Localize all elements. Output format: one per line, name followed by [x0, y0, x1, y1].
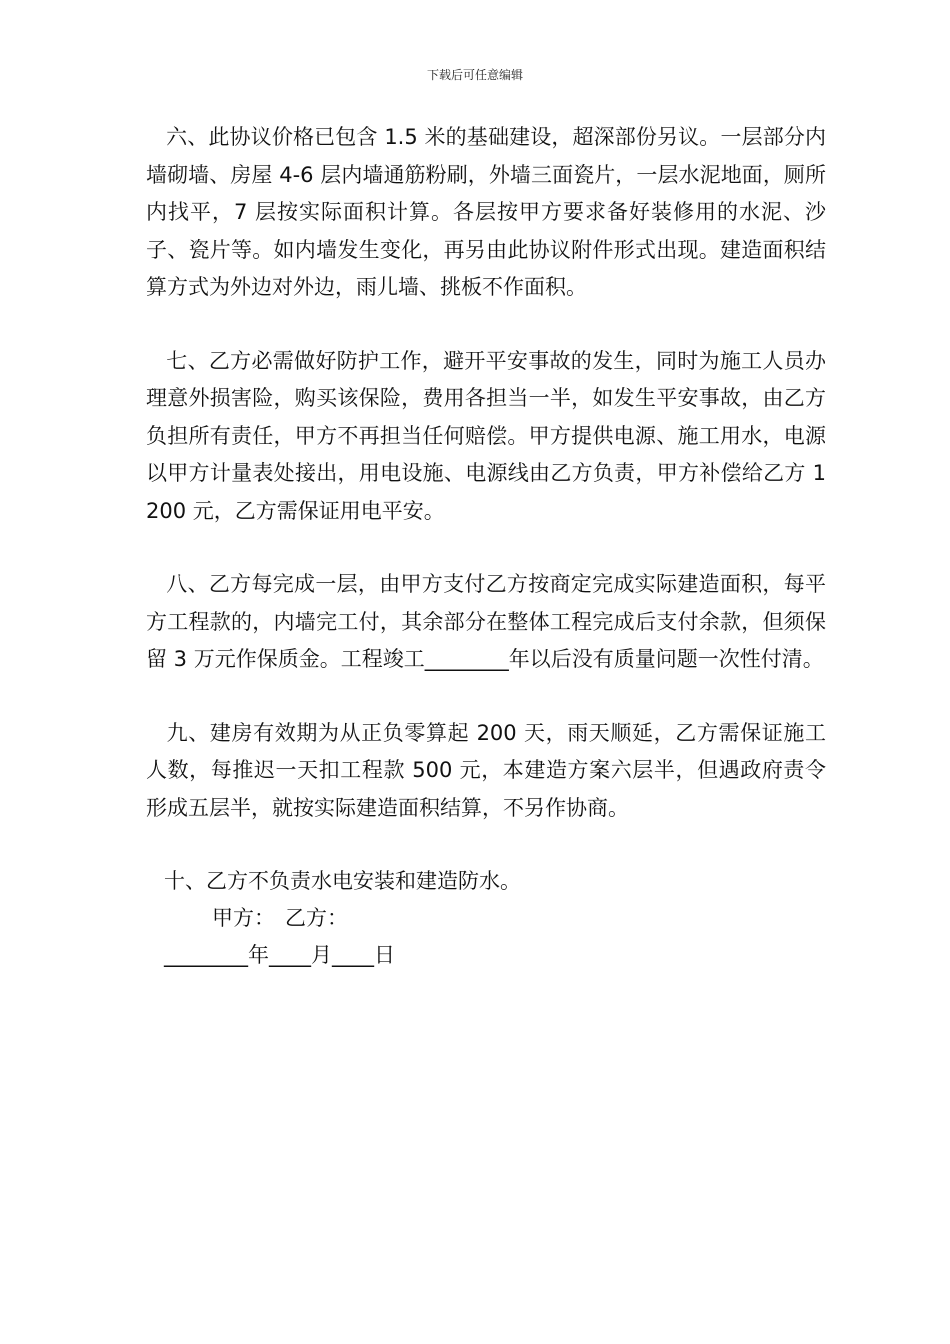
clause-6 [146, 119, 826, 307]
clause-7-text: 七、乙方必需做好防护工作，避开平安事故的发生，同时为施工人员办理意外损害险，购买该保险，费用各担当一半，如发生平安事故，由乙方负担所有责任，甲方不再担当任何赔偿。甲方提供电源、施工用水，电源以甲方计量表处接出，用电设施、电源线由乙方负责，甲方补偿给乙方 1200 元，乙方需保证用电平安。 [146, 348, 826, 523]
party-b-label: 乙方： [285, 906, 348, 930]
clause-8 [146, 566, 826, 679]
page-header: 下载后可任意编辑 [426, 68, 523, 82]
clause-6-text: 六、此协议价格已包含 1.5 米的基础建设，超深部份另议。一层部分内墙砌墙、房屋 4-6 层内墙通筋粉刷，外墙三面瓷片，一层水泥地面，厕所内找平，7 层按实际面积计算。各层按甲方要求备好装修用的水泥、沙子、瓷片等。如内墙发生变化，再另由此协议附件形式出现。建造面积结算方式为外边对外边，雨儿墙、挑板不作面积。 [146, 125, 826, 299]
party-a-label: 甲方： [212, 906, 275, 930]
clause-9-text: 九、建房有效期为从正负零算起 200 天，雨天顺延，乙方需保证施工人数，每推迟一天扣工程款 500 元，本建造方案六层半，但遇政府责令形成五层半，就按实际建造面积结算，不另作协商。 [146, 720, 826, 820]
clause-7 [146, 343, 826, 531]
clause-8-text: 八、乙方每完成一层，由甲方支付乙方按商定完成实际建造面积，每平方工程款的，内墙完工付，其余部分在整体工程完成后支付余款，但须保留 3 万元作保质金。工程竣工________年以后没有质量问题一次性付清。 [146, 572, 826, 671]
clause-10: 十、乙方不负责水电安装和建造防水。 [164, 869, 521, 893]
document-body [146, 119, 826, 974]
clause-9 [146, 715, 826, 828]
signature-line [146, 900, 826, 937]
date-line: ________年____月____日 [164, 943, 395, 967]
